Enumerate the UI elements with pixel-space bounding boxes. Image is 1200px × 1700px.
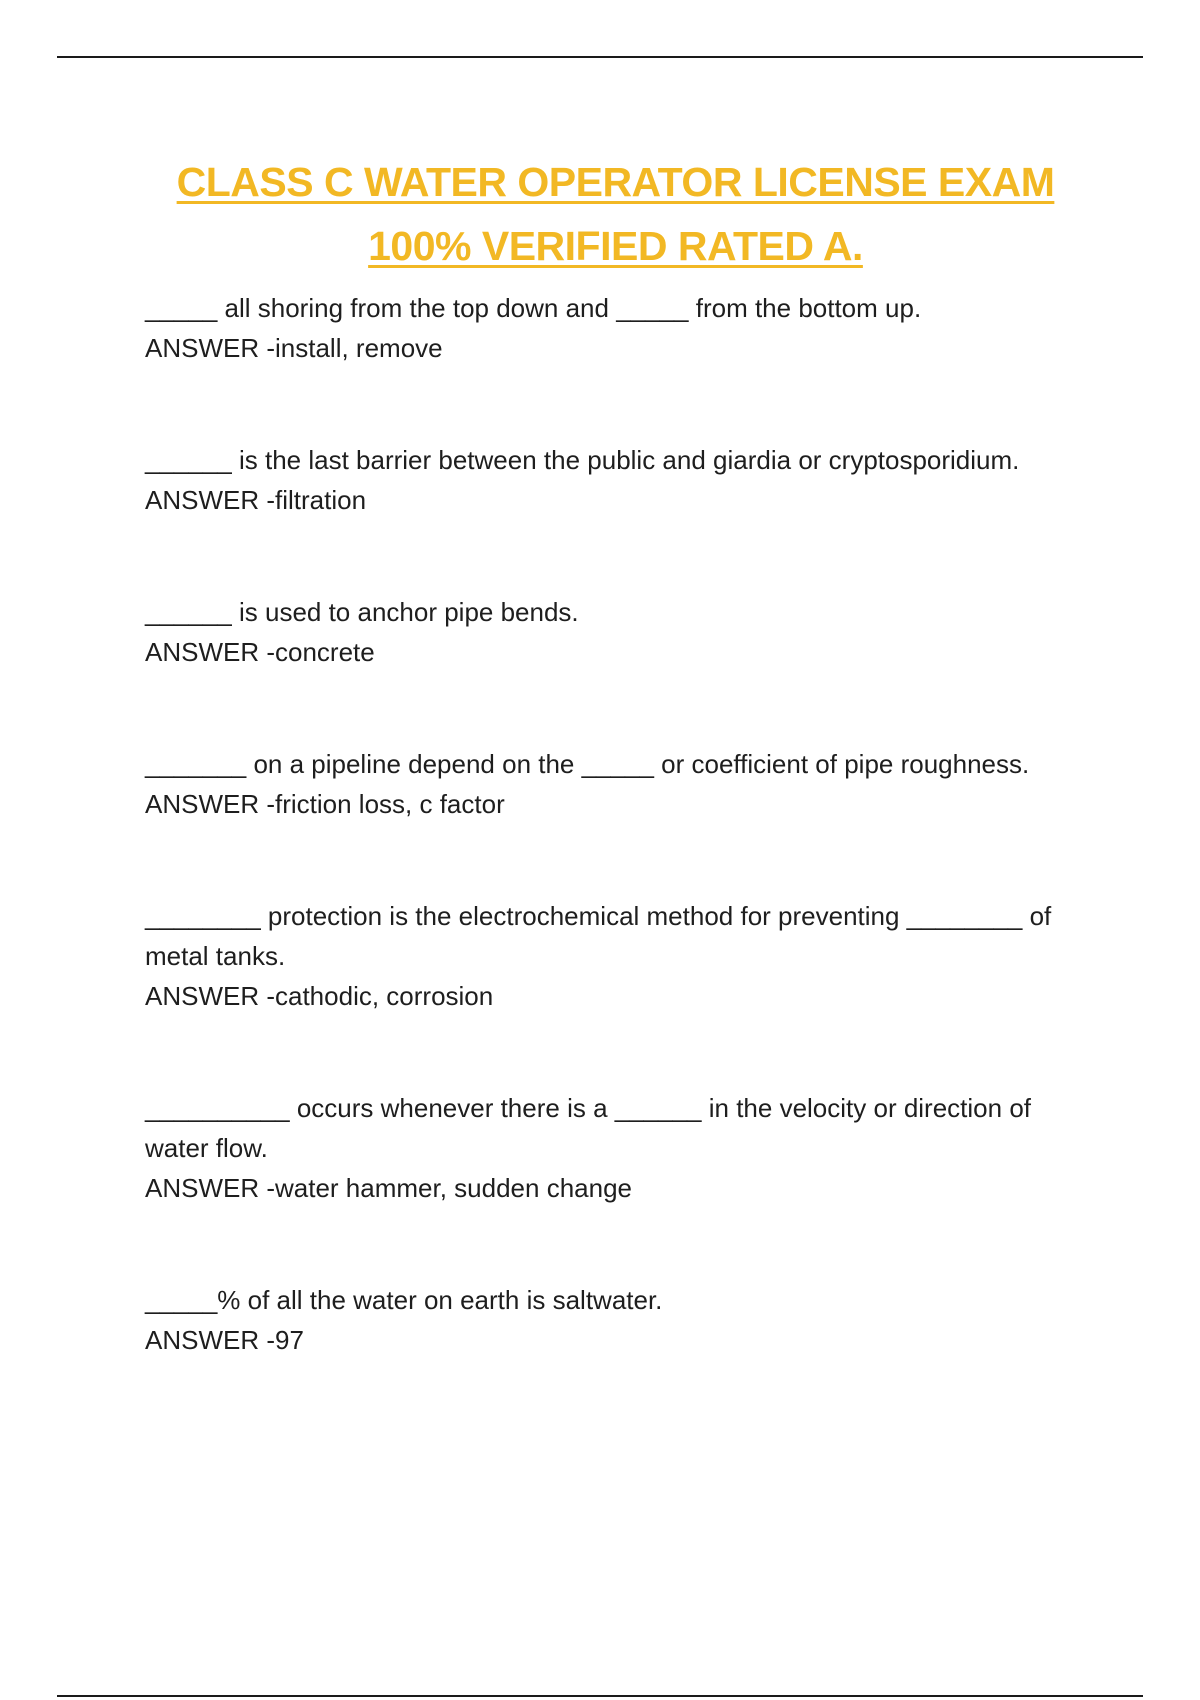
question-text: _______ on a pipeline depend on the _____ or coefficient of pipe roughness. (145, 749, 1030, 779)
footer-rule (57, 1695, 1143, 1697)
question-text: _____ all shoring from the top down and _____ from the bottom up. (145, 293, 922, 323)
answer-text: ANSWER -friction loss, c factor (145, 789, 505, 819)
qa-item-5 (145, 896, 1065, 1016)
question-text: _____% of all the water on earth is saltwater. (145, 1285, 663, 1315)
question-text: ______ is used to anchor pipe bends. (145, 597, 579, 627)
qa-item-7 (145, 1280, 1065, 1360)
document-title (0, 150, 1200, 278)
answer-text: ANSWER -install, remove (145, 333, 443, 363)
answer-text: ANSWER -concrete (145, 637, 375, 667)
qa-item-4 (145, 744, 1065, 824)
question-text: ________ protection is the electrochemical method for preventing ________ of metal tanks. (145, 901, 1059, 971)
title-line-1: CLASS C WATER OPERATOR LICENSE EXAM (176, 159, 1055, 205)
question-text: ______ is the last barrier between the public and giardia or cryptosporidium. (145, 445, 1020, 475)
answer-text: ANSWER -water hammer, sudden change (145, 1173, 632, 1203)
qa-item-2 (145, 440, 1065, 520)
question-text: __________ occurs whenever there is a ______ in the velocity or direction of water flow. (145, 1093, 1039, 1163)
answer-text: ANSWER -97 (145, 1325, 304, 1355)
question-list (145, 288, 1065, 1360)
answer-text: ANSWER -cathodic, corrosion (145, 981, 494, 1011)
qa-item-6 (145, 1088, 1065, 1208)
qa-item-1 (145, 288, 1065, 368)
title-line-2: 100% VERIFIED RATED A. (368, 223, 863, 269)
header-rule (57, 56, 1143, 58)
answer-text: ANSWER -filtration (145, 485, 367, 515)
qa-item-3 (145, 592, 1065, 672)
